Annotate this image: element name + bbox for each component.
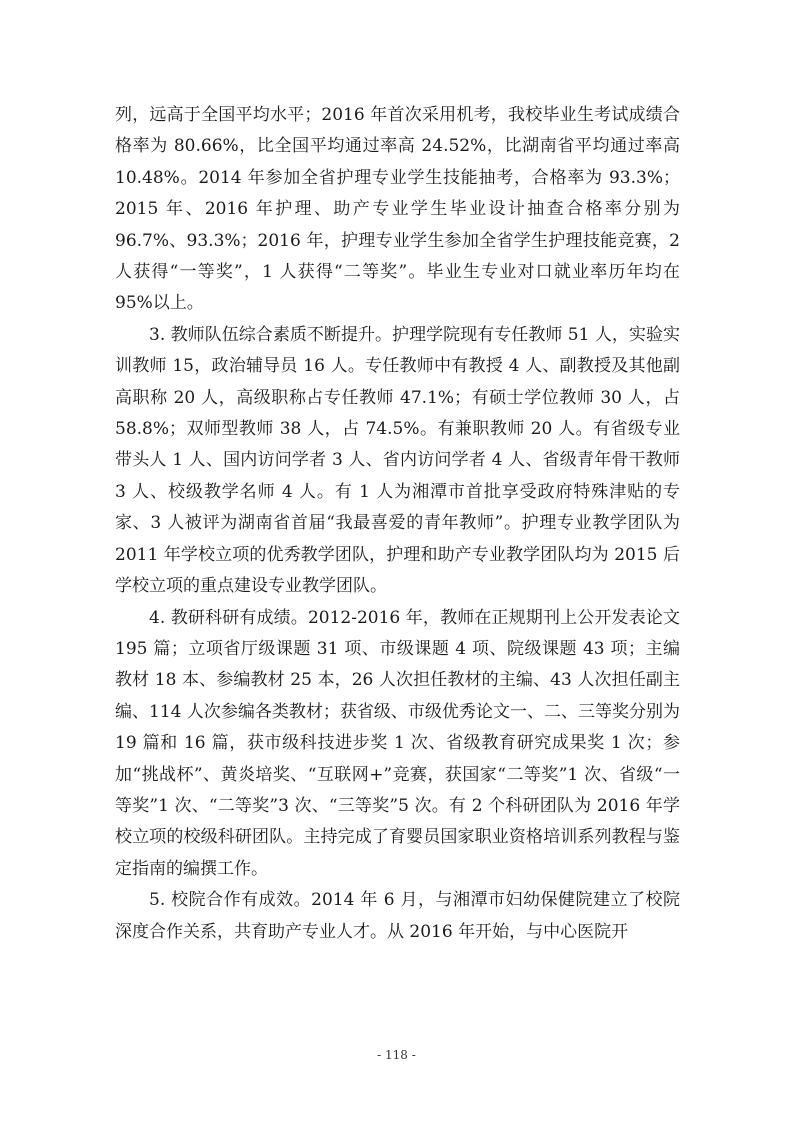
body-text [115, 100, 680, 948]
paragraph-cooperation: 5. 校院合作有成效。2014 年 6 月，与湘潭市妇幼保健院建立了校院深度合作关系，共育助产专业人才。从 2016 年开始，与中心医院开 [115, 890, 680, 942]
paragraph-continuation: 列，远高于全国平均水平；2016 年首次采用机考，我校毕业生考试成绩合格率为 80.66%，比全国平均通过率高 24.52%，比湖南省平均通过率高 10.48%。2014 年参加全省护理专业学生技能抽考，合格率为 93.3%；2015 年、2016 年护理、助产专业学生毕业设计抽查合格率分别为 96.7%、93.3%；2016 年，护理专业学生参加全省学生护理技能竞赛，2 人获得“一等奖”，1 人获得“二等奖”。毕业生专业对口就业率历年均在 95%以上。 [115, 105, 680, 314]
page-number: - 118 - [377, 1048, 416, 1062]
paragraph-teachers: 3. 教师队伍综合素质不断提升。护理学院现有专任教师 51 人，实验实训教师 15，政治辅导员 16 人。专任教师中有教授 4 人、副教授及其他副高职称 20 人，高级职称占专任教师 47.1%；有硕士学位教师 30 人，占 58.8%；双师型教师 38 人，占 74.5%。有兼职教师 20 人。有省级专业带头人 1 人、国内访问学者 3 人、省内访问学者 4 人、省级青年骨干教师 3 人、校级教学名师 4 人。有 1 人为湘潭市首批享受政府特殊津贴的专家、3 人被评为湖南省首届“我最喜爱的青年教师”。护理专业教学团队为 2011 年学校立项的优秀教学团队，护理和助产专业教学团队均为 2015 后学校立项的重点建设专业教学团队。 [115, 324, 680, 597]
paragraph-research: 4. 教研科研有成绩。2012-2016 年，教师在正规期刊上公开发表论文 195 篇；立项省厅级课题 31 项、市级课题 4 项、院级课题 43 项；主编教材 18 本、参编教材 25 本，26 人次担任教材的主编、43 人次担任副主编、114 人次参编各类教材；获省级、市级优秀论文一、二、三等奖分别为 19 篇和 16 篇，获市级科技进步奖 1 次、省级教育研究成果奖 1 次；参加“挑战杯”、黄炎培奖、“互联网+”竞赛，获国家“二等奖”1 次、省级“一等奖”1 次、“二等奖”3 次、“三等奖”5 次。有 2 个科研团队为 2016 年学校立项的校级科研团队。主持完成了育婴员国家职业资格培训系列教程与鉴定指南的编撰工作。 [115, 607, 680, 879]
